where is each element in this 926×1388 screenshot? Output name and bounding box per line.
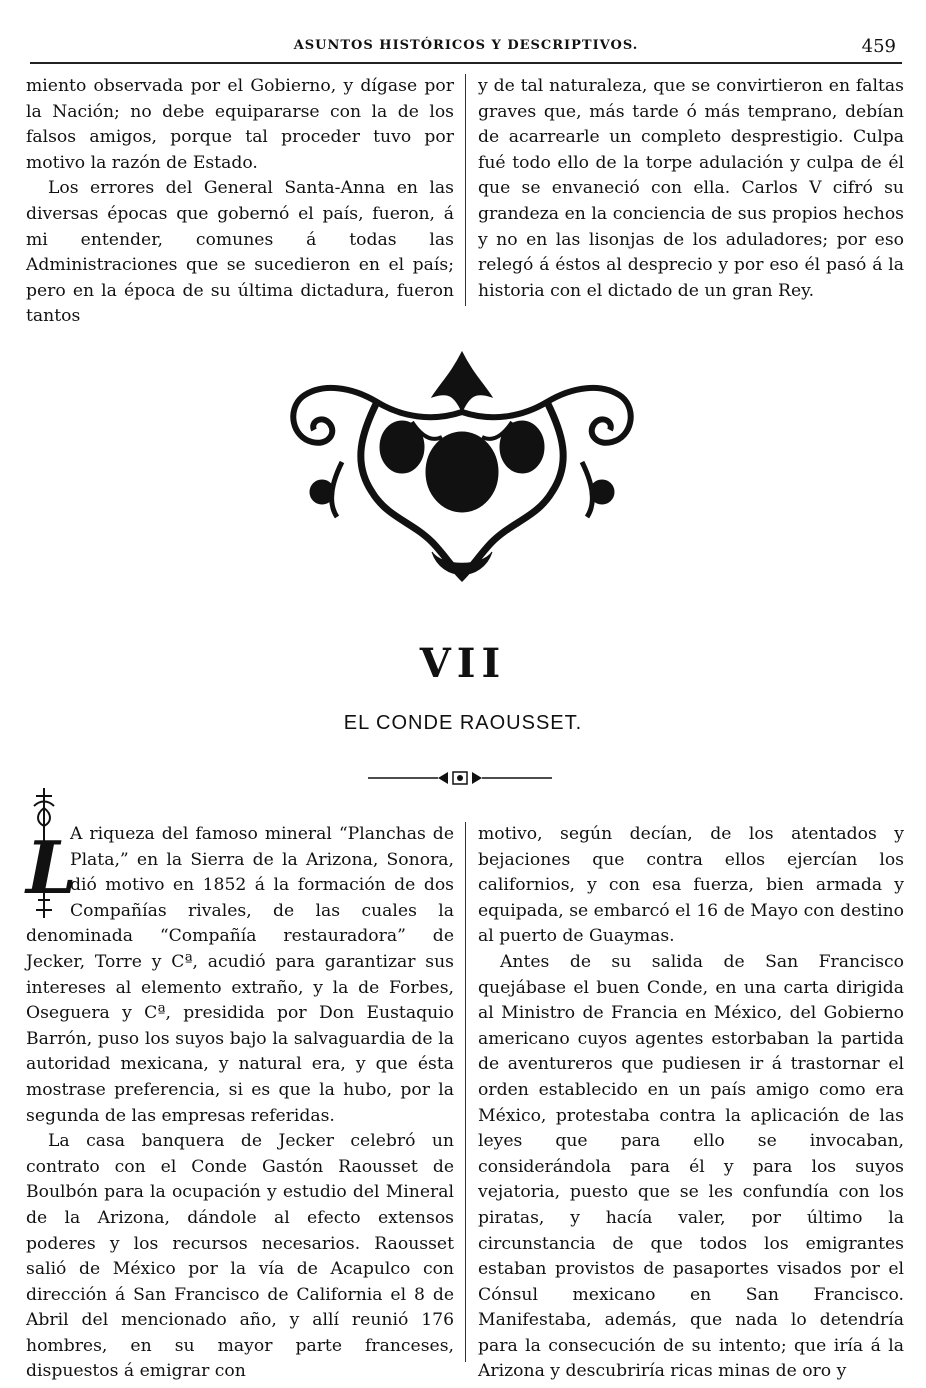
paragraph: Antes de su salida de San Francisco quejábase el buen Conde, en una carta dirigida al Ministro de Francia en México, del Gobierno americano cuyos agentes estorbaban la partida de aventureros que pudiesen ir á trastornar el orden establecido en un país amigo como era México, protestaba contra la aplicación de las leyes que para ello se invocaban, considerándola para él y para los suyos vejatoria, puesto que se les confundía con los piratas, y hacía valer, por último la circunstancia de que todos los emigrantes estaban provistos de pasaportes visados por el Cónsul mexicano en San Francisco. Manifestaba, además, que nada lo detendría para la consecución de su intento; que iría á la Arizona y descubriría ricas minas de oro y: [478, 951, 904, 1382]
paragraph: miento observada por el Gobierno, y dígase por la Nación; no debe equipararse con la de los falsos amigos, porque tal proceder tuvo por motivo la razón de Estado.: [26, 76, 454, 173]
page-number: 459: [861, 36, 896, 57]
paragraph: motivo, según decían, de los atentados y bejaciones que contra ellos ejercían los californios, y con esa fuerza, bien armada y equipada, se embarcó el 16 de Mayo con destino al puerto de Guaymas.: [478, 824, 904, 947]
dropcap-letter: L: [26, 825, 77, 910]
floral-ornament-icon: [282, 342, 642, 582]
top-right-column: [478, 74, 904, 304]
column-divider: [465, 822, 466, 1362]
column-divider: [465, 74, 466, 306]
bottom-right-column: [478, 822, 904, 1385]
chapter-title: EL CONDE RAOUSSET.: [343, 712, 583, 734]
paragraph: y de tal naturaleza, que se convirtieron en faltas graves que, más tarde ó más temprano, debían de acarrearle un completo desprestigio. Culpa fué todo ello de la torpe adulación y culpa de él que se envaneció con ella. Carlos V cifró su grandeza en la conciencia de sus propios hechos y no en las lisonjas de los aduladores; por eso relegó á éstos al desprecio y por eso él pasó á la historia con el dictado de un gran Rey.: [478, 76, 904, 301]
rule-ornament-icon: [368, 768, 552, 788]
top-left-column: [26, 74, 454, 330]
paragraph: [26, 822, 454, 1129]
header-title: ASUNTOS HISTÓRICOS Y DESCRIPTIVOS.: [293, 38, 639, 53]
dropcap: [26, 822, 77, 914]
paragraph: La casa banquera de Jecker celebró un contrato con el Conde Gastón Raousset de Boulbón para la ocupación y estudio del Mineral de la Arizona, dándole al efecto extensos poderes y los recursos necesarios. Raousset salió de México por la vía de Acapulco con dirección á San Francisco de California el 8 de Abril del mencionado año, y allí reunió 176 hombres, en su mayor parte franceses, dispuestos á emigrar con: [26, 1131, 454, 1382]
paragraph: Los errores del General Santa-Anna en las diversas épocas que gobernó el país, fueron, á mi entender, comunes á todas las Administraciones que se sucedieron en el país; pero en la época de su última dictadura, fueron tantos: [26, 178, 454, 327]
bottom-left-column: [26, 822, 454, 1385]
paragraph-text: A riqueza del famoso mineral “Planchas de Plata,” en la Sierra de la Arizona, Sonora, dió motivo en 1852 á la formación de dos Compañías rivales, de las cuales la denominada “Compañía restauradora” de Jecker, Torre y Cª, acudió para garantizar sus intereses al elemento extraño, y la de Forbes, Oseguera y Cª, presidida por Don Eustaquio Barrón, puso los suyos bajo la salvaguardia de la autoridad mexicana, y natural era, y que ésta mostrase preferencia, si es que la hubo, por la segunda de las empresas referidas.: [26, 824, 454, 1126]
chapter-number: VII: [419, 640, 507, 687]
running-header: [30, 30, 902, 64]
